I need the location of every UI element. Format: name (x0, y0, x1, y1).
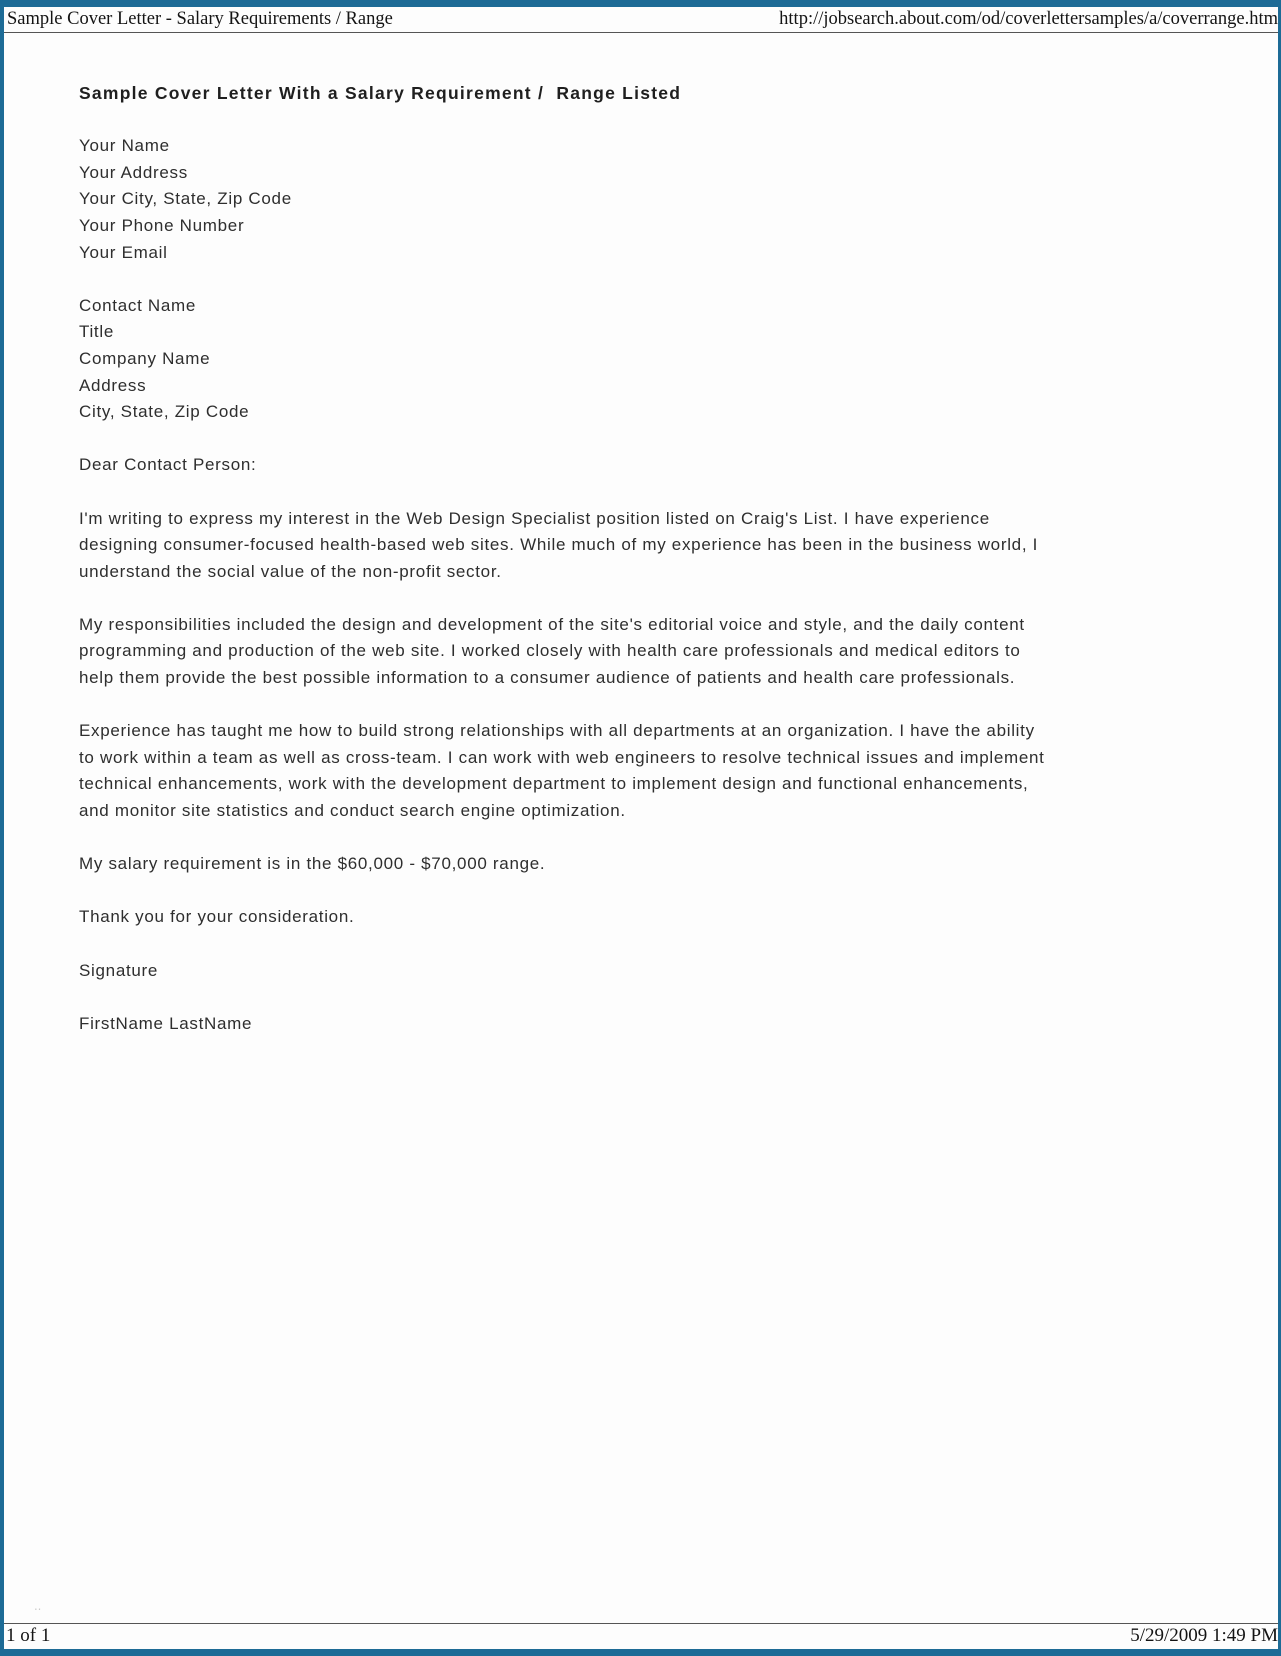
letter-line: Contact Name (79, 295, 197, 315)
scan-artifact: ‥ (34, 1601, 43, 1613)
letter-line: technical enhancements, work with the development department to implement design and functional enhancements, (79, 774, 1029, 794)
letter-line: help them provide the best possible information to a consumer audience of patients and health care professionals. (79, 668, 1016, 688)
print-header-url: http://jobsearch.about.com/od/coverlettersamples/a/coverrange.htm (779, 9, 1278, 29)
letter-line: Your City, State, Zip Code (79, 189, 292, 209)
letter-paragraph (79, 612, 1154, 692)
letter-line: understand the social value of the non-profit sector. (79, 561, 502, 581)
letter-line: Your Name (79, 136, 170, 156)
letter-line: to work within a team as well as cross-team. I can work with web engineers to resolve technical issues and implement (79, 747, 1045, 767)
sender-address-block (79, 133, 1154, 266)
letter-paragraph (79, 506, 1154, 586)
letter-line: Your Phone Number (79, 215, 245, 235)
signature-label: Signature (79, 960, 159, 980)
recipient-address-block (79, 293, 1154, 426)
letter-line: Address (79, 375, 147, 395)
print-footer (4, 1624, 1278, 1649)
letter-line: designing consumer-focused health-based web sites. While much of my experience has been in the business world, I (79, 535, 1039, 555)
letter-line: Title (79, 322, 114, 342)
closing-line: Thank you for your consideration. (79, 907, 355, 927)
salary-line: My salary requirement is in the $60,000 - $70,000 range. (79, 854, 546, 874)
letter-paragraphs (79, 506, 1218, 825)
letter-line: I'm writing to express my interest in the Web Design Specialist position listed on Craig's List. I have experience (79, 508, 990, 528)
letter-line: Experience has taught me how to build strong relationships with all departments at an organization. I have the ability (79, 721, 1035, 741)
letter-line: City, State, Zip Code (79, 402, 250, 422)
print-header-title: Sample Cover Letter - Salary Requirements / Range (7, 9, 393, 29)
letter-line: My responsibilities included the design and development of the site's editorial voice and style, and the daily content (79, 614, 1025, 634)
print-header (4, 7, 1278, 32)
letter-title: Sample Cover Letter With a Salary Requirement / Range Listed (79, 83, 682, 103)
letter-line: Your Address (79, 162, 188, 182)
print-timestamp: 5/29/2009 1:49 PM (1130, 1625, 1278, 1646)
page-count: 1 of 1 (6, 1625, 51, 1646)
letter-line: Your Email (79, 242, 168, 262)
letter-line: programming and production of the web site. I worked closely with health care professionals and medical editors to (79, 641, 1021, 661)
letter-line: Company Name (79, 348, 211, 368)
signature-name: FirstName LastName (79, 1013, 253, 1033)
letter-line: and monitor site statistics and conduct search engine optimization. (79, 801, 626, 821)
letter-paragraph (79, 718, 1154, 824)
salutation: Dear Contact Person: (79, 455, 257, 475)
letter-body (4, 33, 1278, 1623)
